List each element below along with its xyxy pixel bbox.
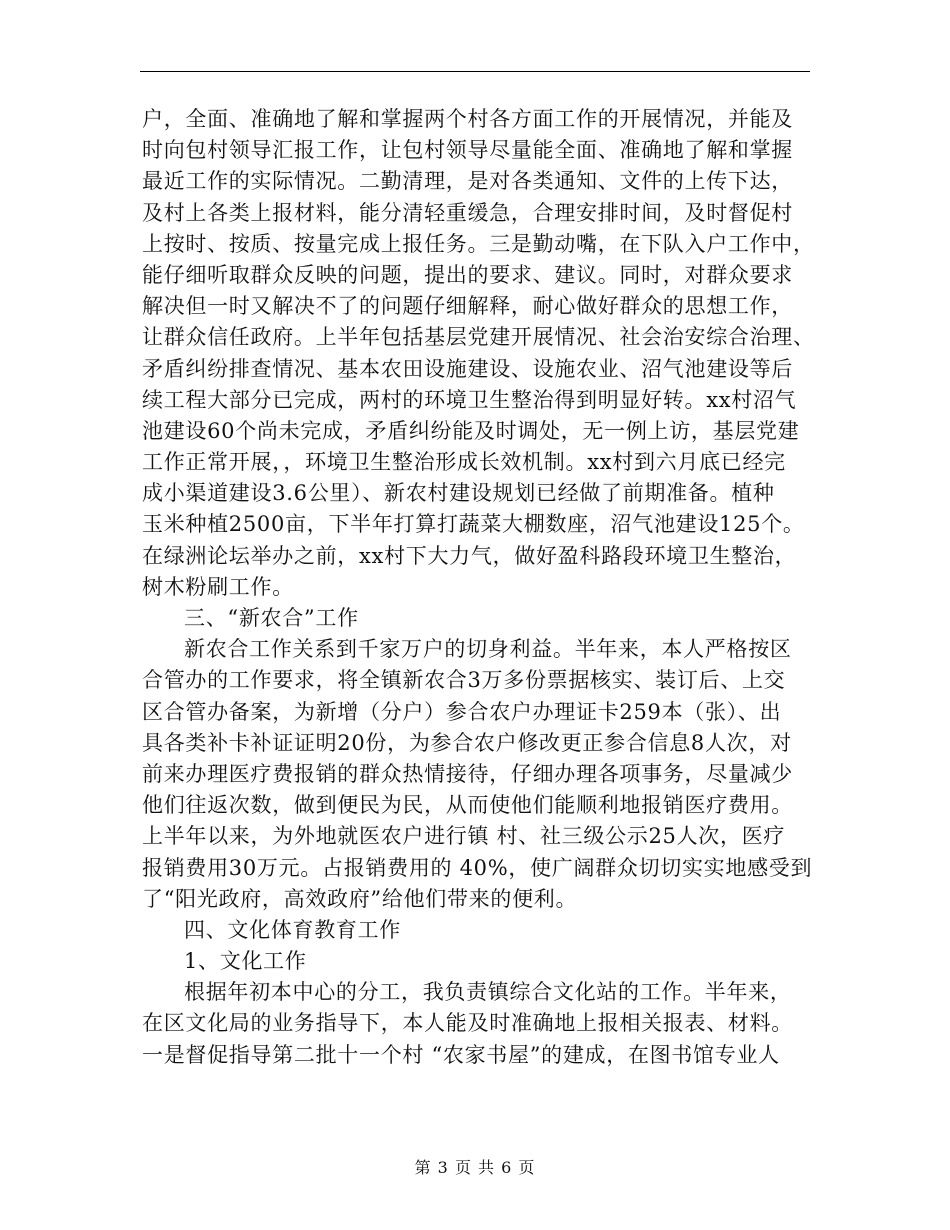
text-line: 上按时、按质、按量完成上报任务。三是勤动嘴，在下队入户工作中， [142, 231, 815, 256]
text-line: 他们往返次数，做到便民为民，从而使他们能顺利地报销医疗费用。 [142, 793, 793, 818]
text-line: 池建设60个尚未完成，矛盾纠纷能及时调处，无一例上访，基层党建 [142, 418, 800, 443]
text-line: 成小渠道建设3.6公里）、新农村建设规划已经做了前期准备。植种 [142, 481, 775, 506]
text-line: 让群众信任政府。上半年包括基层党建开展情况、社会治安综合治理、 [142, 325, 815, 350]
text-line: 前来办理医疗费报销的群众热情接待，仔细办理各项事务，尽量减少 [142, 761, 793, 786]
text-line: 新农合工作关系到千家万户的切身利益。半年来，本人严格按区 [184, 637, 792, 662]
body-text [142, 104, 817, 1071]
text-line: 解决但一时又解决不了的问题仔细解释，耐心做好群众的思想工作， [142, 294, 793, 319]
text-line: 时向包村领导汇报工作，让包村领导尽量能全面、准确地了解和掌握 [142, 138, 793, 163]
text-line: 户，全面、准确地了解和掌握两个村各方面工作的开展情况，并能及 [142, 107, 793, 131]
text-line: 矛盾纠纷排查情况、基本农田设施建设、设施农业、沼气池建设等后 [142, 356, 793, 381]
text-line: 一是督促指导第二批十一个村 “农家书屋”的建成，在图书馆专业人 [142, 1042, 780, 1067]
text-line: 及村上各类上报材料，能分清轻重缓急，合理安排时间，及时督促村 [142, 200, 793, 225]
text-line: 根据年初本中心的分工，我负责镇综合文化站的工作。半年来， [184, 980, 792, 1005]
text-line: 区合管办备案，为新增（分户）参合农户办理证卡259本（张）、出 [142, 699, 782, 724]
text-line: 工作正常开展，，环境卫生整治形成长效机制。xx村到六月底已经完 [142, 450, 786, 475]
text-line: 能仔细听取群众反映的问题，提出的要求、建议。同时，对群众要求 [142, 262, 793, 287]
section-heading: 四、文化体育教育工作 [184, 917, 401, 942]
subsection-heading: 1、文化工作 [184, 949, 307, 974]
text-line: 在绿洲论坛举办之前，xx村下大力气，做好盈科路段环境卫生整治， [142, 543, 797, 568]
text-line: 树木粉刷工作。 [142, 574, 294, 599]
text-line: 最近工作的实际情况。二勤清理，是对各类通知、文件的上传下达， [142, 169, 793, 194]
text-line: 在区文化局的业务指导下，本人能及时准确地上报相关报表、材料。 [142, 1011, 793, 1036]
text-line: 上半年以来，为外地就医农户进行镇 村、社三级公示25人次，医疗 [142, 824, 786, 849]
page-number-footer: 第 3 页 共 6 页 [414, 1158, 536, 1177]
text-line: 具各类补卡补证证明20份，为参合农户修改更正参合信息8人次，对 [142, 730, 792, 755]
text-line: 报销费用30万元。占报销费用的 40%，使广阔群众切切实实地感受到 [142, 855, 813, 880]
text-line: 合管办的工作要求，将全镇新农合3万多份票据核实、装订后、上交 [142, 668, 786, 693]
section-heading: 三、“新农合”工作 [184, 606, 359, 630]
text-line: 续工程大部分已完成，两村的环境卫生整治得到明显好转。xx村沼气 [142, 387, 797, 412]
text-line: 玉米种植2500亩，下半年打算打蔬菜大棚数座，沼气池建设125个。 [142, 512, 805, 537]
text-line: 了“阳光政府，高效政府”给他们带来的便利。 [142, 886, 578, 911]
header-rule [140, 71, 810, 72]
